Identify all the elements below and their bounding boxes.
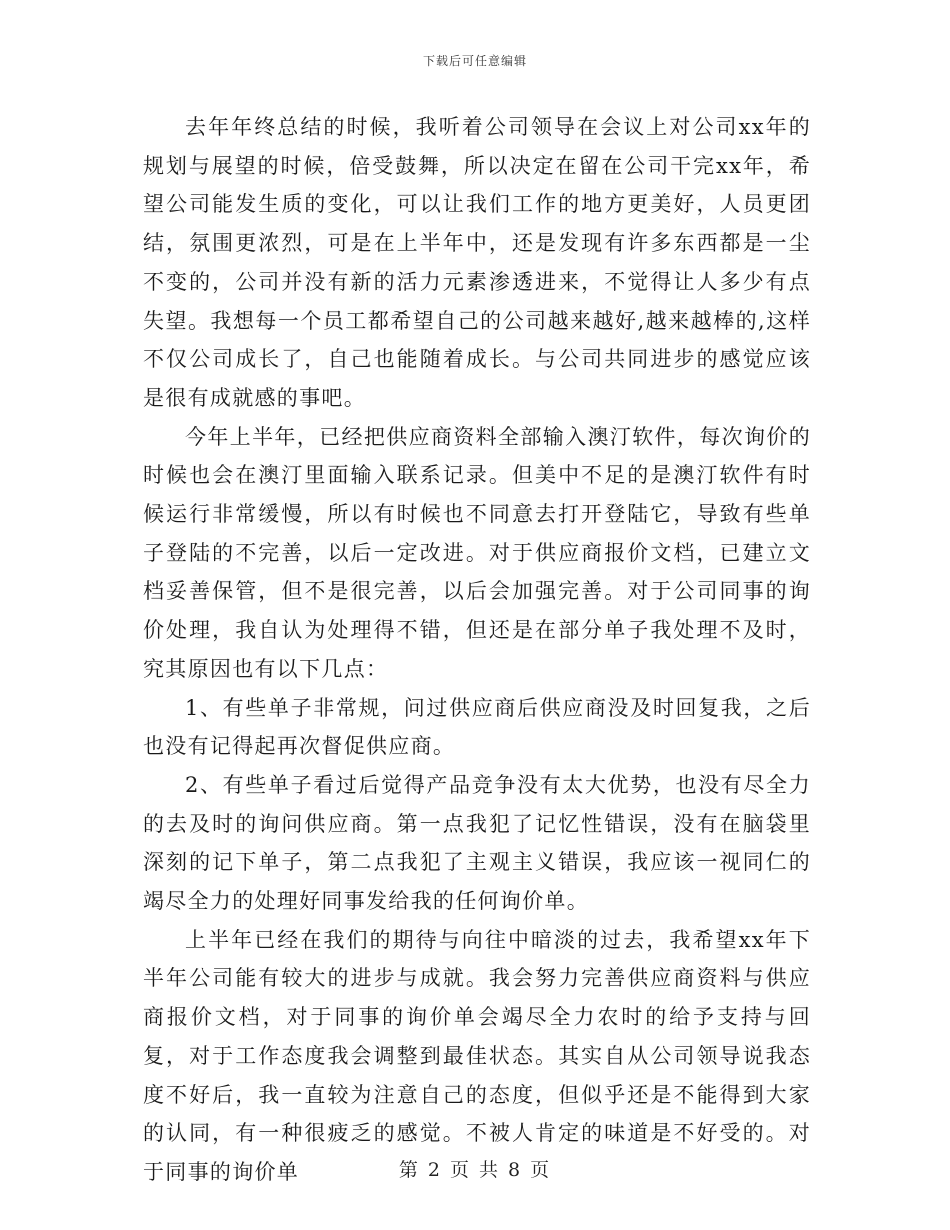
paragraph-reason-2: 2、有些单子看过后觉得产品竞争没有太大优势，也没有尽全力的去及时的询问供应商。第一点我犯了记忆性错误，没有在脑袋里深刻的记下单子，第二点我犯了主观主义错误，我应该一视同仁的竭尽全力的处理好同事发给我的任何询价单。 [143, 772, 811, 914]
page-header-note: 下载后可任意编辑 [422, 54, 527, 68]
paragraph-first-half-work: 今年上半年，已经把供应商资料全部输入澳汀软件，每次询价的时候也会在澳汀里面输入联系记录。但美中不足的是澳汀软件有时候运行非常缓慢，所以有时候也不同意去打开登陆它，导致有些单子登陆的不完善，以后一定改进。对于供应商报价文档，已建立文档妥善保管，但不是很完善，以后会加强完善。对于公司同事的询价处理，我自认为处理得不错，但还是在部分单子我处理不及时，究其原因也有以下几点： [143, 424, 811, 681]
paragraph-year-end-review: 去年年终总结的时候，我听着公司领导在会议上对公司xx年的规划与展望的时候，倍受鼓舞，所以决定在留在公司干完xx年，希望公司能发生质的变化，可以让我们工作的地方更美好，人员更团结，氛围更浓烈，可是在上半年中，还是发现有许多东西都是一尘不变的，公司并没有新的活力元素渗透进来，不觉得让人多少有点失望。我想每一个员工都希望自己的公司越来越好,越来越棒的,这样不仅公司成长了，自己也能随着成长。与公司共同进步的感觉应该是很有成就感的事吧。 [143, 115, 811, 410]
paragraph-second-half-plan: 上半年已经在我们的期待与向往中暗淡的过去，我希望xx年下半年公司能有较大的进步与成就。我会努力完善供应商资料与供应商报价文档，对于同事的询价单会竭尽全力农时的给予支持与回复，对于工作态度我会调整到最佳状态。其实自从公司领导说我态度不好后，我一直较为注意自己的态度，但似乎还是不能得到大家的认同，有一种很疲乏的感觉。不被人肯定的味道是不好受的。对于同事的询价单 [143, 927, 811, 1184]
document-body [143, 108, 811, 1192]
paragraph-reason-1: 1、有些单子非常规，问过供应商后供应商没及时回复我，之后也没有记得起再次督促供应商。 [143, 695, 811, 759]
page-number: 第 2 页 共 8 页 [398, 1159, 552, 1181]
